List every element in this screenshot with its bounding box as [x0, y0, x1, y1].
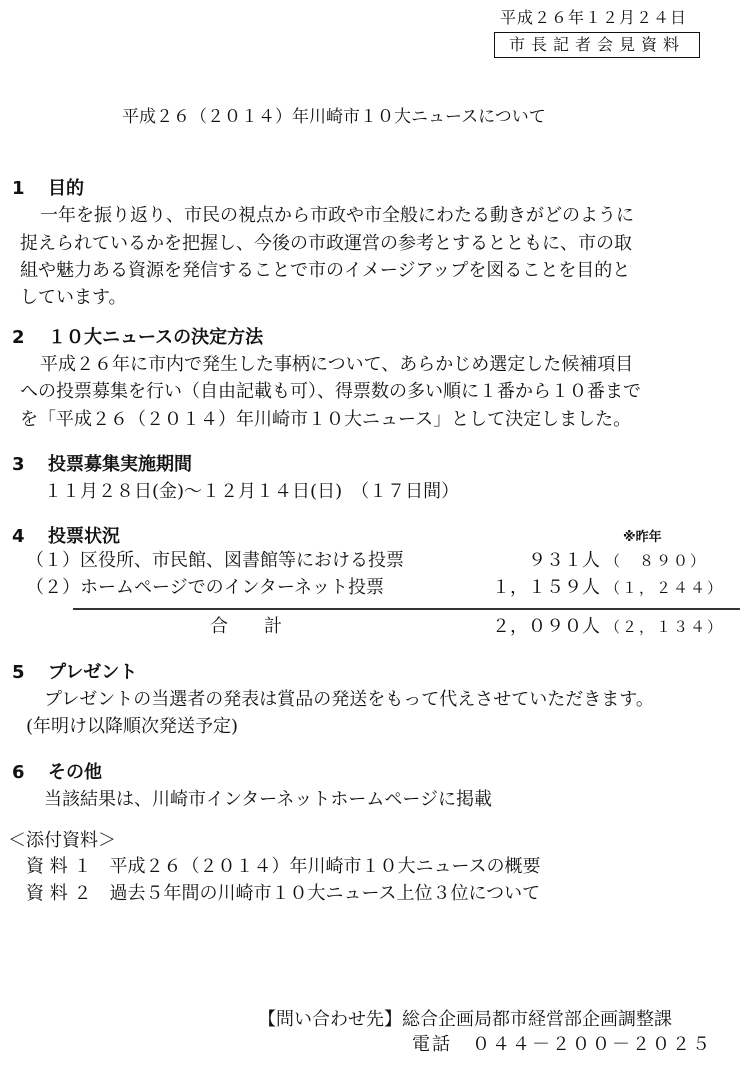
vote-row-label: （１）区役所、市民館、図書館等における投票 — [26, 550, 404, 571]
section-2-line: を「平成２６（２０１４）年川崎市１０大ニュース」として決定しました。 — [20, 409, 632, 430]
attachments-heading: ＜添付資料＞ — [8, 830, 116, 851]
total-count: ２，０９０人 — [492, 616, 600, 637]
section-1-line: 捉えられているかを把握し、今後の市政運営の参考とするとともに、市の取 — [20, 233, 632, 254]
section-2-line: への投票募集を行い（自由記載も可）、得票数の多い順に１番から１０番まで — [20, 381, 641, 402]
section-6-line: 当該結果は、川崎市インターネットホームページに掲載 — [44, 789, 493, 810]
section-1-heading: 目的 — [48, 178, 84, 199]
section-6-number: 6 — [12, 762, 25, 783]
section-6-heading: その他 — [48, 762, 102, 783]
section-4-number: 4 — [12, 526, 25, 547]
total-last-year: （２，１３４） — [605, 618, 725, 636]
total-divider — [73, 608, 740, 610]
attachment-item: 資 料 １ 平成２６（２０１４）年川崎市１０大ニュースの概要 — [26, 856, 541, 877]
section-5-heading: プレゼント — [48, 662, 138, 683]
vote-row-count: １，１５９人 — [492, 577, 600, 598]
contact-department: 【問い合わせ先】総合企画局都市経営部企画調整課 — [258, 1009, 672, 1030]
section-4-heading: 投票状況 — [48, 526, 120, 547]
vote-row-last-year: （ ８９０） — [605, 552, 708, 570]
section-1-line: 一年を振り返り、市民の視点から市政や市全般にわたる動きがどのように — [40, 205, 634, 226]
attachment-item: 資 料 ２ 過去５年間の川崎市１０大ニュース上位３位について — [26, 883, 541, 904]
section-5-line: プレゼントの当選者の発表は賞品の発送をもって代えさせていただきます。 — [44, 689, 654, 710]
section-3-heading: 投票募集実施期間 — [48, 454, 192, 475]
contact-phone: 電話 ０４４－２００－２０２５ — [412, 1034, 712, 1055]
section-5-line: (年明け以降順次発送予定) — [26, 716, 239, 737]
section-1-line: しています。 — [20, 287, 127, 308]
vote-row-count: ９３１人 — [528, 550, 600, 571]
last-year-note: ※昨年 — [623, 530, 662, 545]
section-5-number: 5 — [12, 662, 25, 683]
section-1-number: 1 — [12, 178, 25, 199]
voting-period: １１月２８日(金)～１２月１４日(日) （１７日間） — [44, 481, 460, 502]
section-3-number: 3 — [12, 454, 25, 475]
document-date: 平成２６年１２月２４日 — [500, 8, 688, 27]
vote-row-last-year: （１，２４４） — [605, 579, 725, 597]
vote-row-label: （２）ホームページでのインターネット投票 — [26, 577, 385, 598]
section-1-line: 組や魅力ある資源を発信することで市のイメージアップを図ることを目的と — [20, 260, 631, 281]
section-2-number: 2 — [12, 327, 25, 348]
section-2-heading: １０大ニュースの決定方法 — [48, 327, 264, 348]
section-2-line: 平成２６年に市内で発生した事柄について、あらかじめ選定した候補項目 — [40, 354, 634, 375]
total-label: 合 計 — [210, 616, 282, 637]
page-title: 平成２６（２０１４）年川崎市１０大ニュースについて — [122, 107, 546, 127]
document-type-box: 市長記者会見資料 — [494, 32, 700, 58]
